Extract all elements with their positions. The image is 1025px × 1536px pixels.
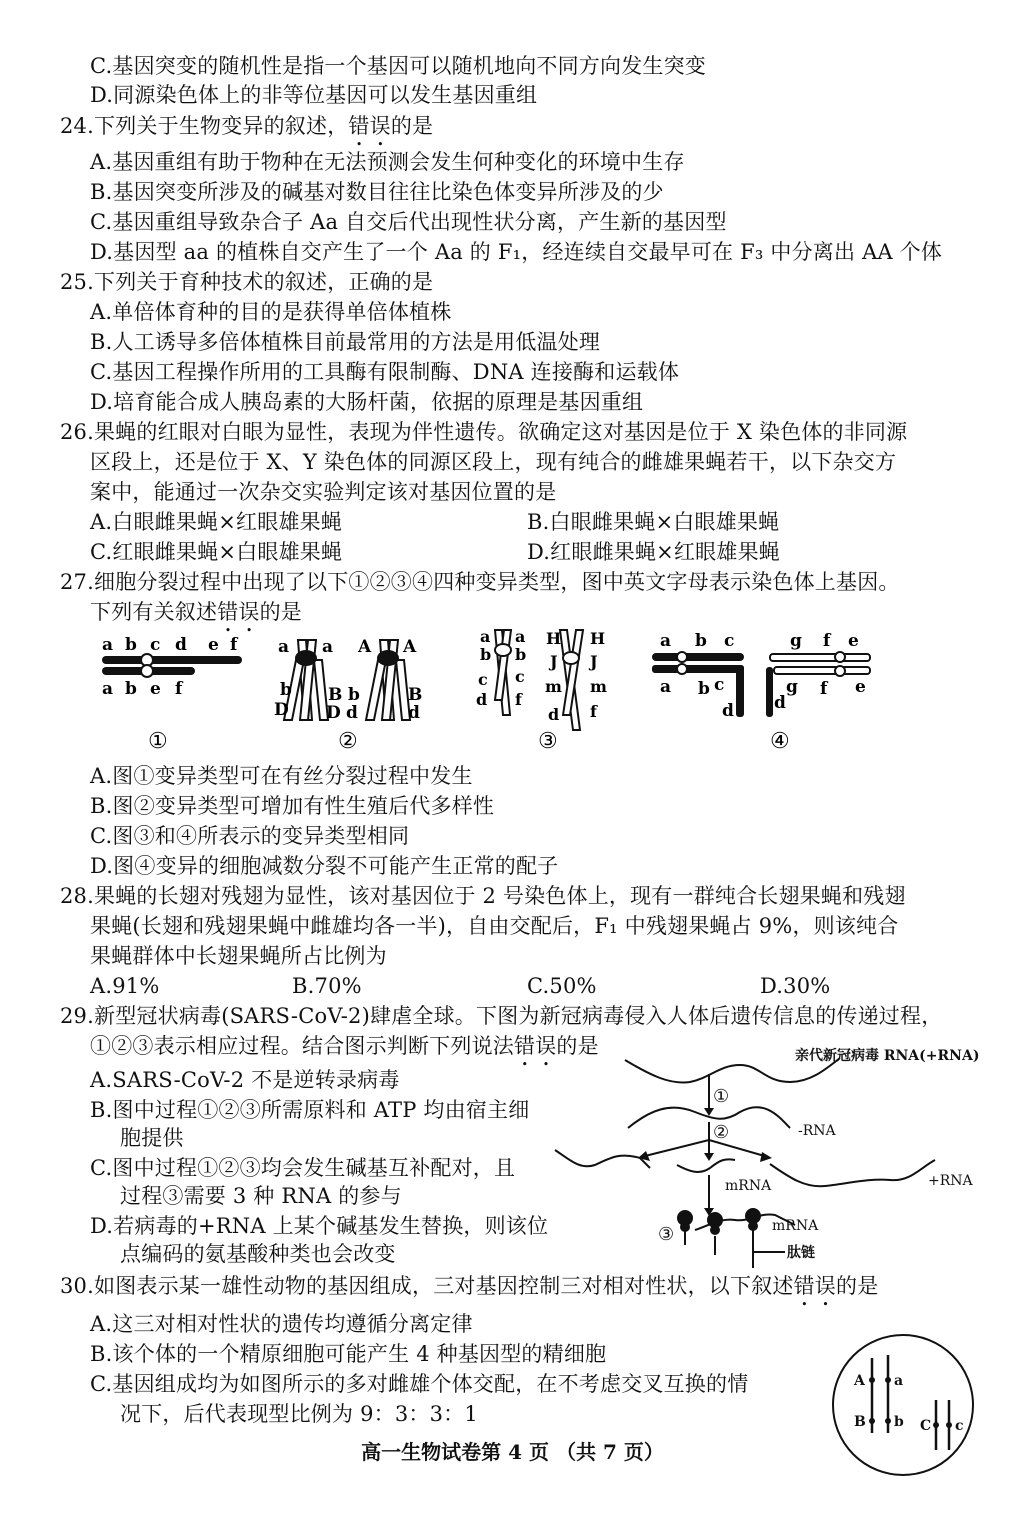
q28-option-c: C.50% <box>527 974 597 998</box>
svg-text:B: B <box>408 685 423 705</box>
q30-option-c: C.基因组成均为如图所示的多对雌雄个体交配，在不考虑交叉互换的情 <box>90 1372 749 1396</box>
svg-text:D: D <box>326 703 341 723</box>
q27-option-b: B.图②变异类型可增加有性生殖后代多样性 <box>90 794 495 818</box>
q29-option-b-cont: 胞提供 <box>120 1126 184 1150</box>
figure-1-deletion <box>102 635 242 754</box>
svg-text:J: J <box>590 652 598 671</box>
q26-stem-line-2: 区段上，还是位于 X、Y 染色体的同源区段上，现有纯合的雌雄果蝇若干，以下杂交方 <box>90 450 897 474</box>
q29-stem-line-2: ①②③表示相应过程。结合图示判断下列说法错误的是 <box>90 1034 599 1058</box>
q26-option-b: B.白眼雌果蝇×白眼雄果蝇 <box>527 510 780 534</box>
gene-label: d <box>175 635 187 655</box>
svg-text:d: d <box>548 705 560 724</box>
svg-text:B: B <box>328 685 343 705</box>
figure-caption: ① <box>148 729 168 754</box>
gene-label: e <box>150 679 161 699</box>
gene-label: A <box>854 1373 865 1389</box>
q28-stem-line-3: 果蝇群体中长翅果蝇所占比例为 <box>90 944 387 968</box>
q26-stem-line-3: 案中，能通过一次杂交实验判定该对基因位置的是 <box>90 480 557 504</box>
step-3-label: ③ <box>658 1224 675 1245</box>
gene-label: c <box>150 635 161 655</box>
gene-label: a <box>894 1373 904 1389</box>
svg-text:f: f <box>820 679 828 699</box>
svg-text:f: f <box>823 631 831 651</box>
q29-option-b: B.图中过程①②③所需原料和 ATP 均由宿主细 <box>90 1098 530 1122</box>
q29-stem-line-1: 29.新型冠状病毒(SARS-CoV-2)肆虐全球。下图为新冠病毒侵入人体后遗传信息的传递过程， <box>60 1004 943 1028</box>
q30-option-b: B.该个体的一个精原细胞可能产生 4 种基因型的精细胞 <box>90 1342 607 1366</box>
figure-2-crossover <box>274 637 422 754</box>
svg-text:a: a <box>278 637 290 657</box>
q25-option-a: A.单倍体育种的目的是获得单倍体植株 <box>90 300 452 324</box>
gene-label: a <box>102 635 114 655</box>
figure-caption: ② <box>338 729 358 754</box>
q24-stem: 24.下列关于生物变异的叙述，错误的是 <box>60 114 434 138</box>
q29-option-c: C.图中过程①②③均会发生碱基互补配对，且 <box>90 1156 516 1180</box>
minus-rna-label: -RNA <box>798 1123 836 1139</box>
q29-option-a: A.SARS-CoV-2 不是逆转录病毒 <box>90 1068 400 1092</box>
svg-text:g: g <box>790 631 802 651</box>
peptide-label: 肽链 <box>787 1245 815 1261</box>
arrow-2-left <box>645 1140 709 1156</box>
svg-text:c: c <box>714 675 725 695</box>
q30-option-a: A.这三对相对性状的遗传均遵循分离定律 <box>90 1312 473 1336</box>
svg-text:f: f <box>590 702 597 721</box>
q29-option-d-cont: 点编码的氨基酸种类也会改变 <box>120 1242 396 1266</box>
svg-text:b: b <box>698 679 710 699</box>
svg-text:b: b <box>480 645 492 664</box>
step-2-label: ② <box>713 1122 730 1143</box>
q26-option-a: A.白眼雌果蝇×红眼雄果蝇 <box>90 510 343 534</box>
q27-option-d: D.图④变异的细胞减数分裂不可能产生正常的配子 <box>90 854 559 878</box>
svg-text:d: d <box>774 693 786 713</box>
q26-stem-line-1: 26.果蝇的红眼对白眼为显性，表现为伴性遗传。欲确定这对基因是位于 X 染色体的非同源 <box>60 420 908 444</box>
gene-label: B <box>854 1414 866 1430</box>
virus-replication-diagram <box>550 1040 990 1270</box>
q25-option-b: B.人工诱导多倍体植株目前最常用的方法是用低温处理 <box>90 330 601 354</box>
q24-option-c: C.基因重组导致杂合子 Aa 自交后代出现性状分离，产生新的基因型 <box>90 210 727 234</box>
page-footer: 高一生物试卷第 4 页 （共 7 页） <box>361 1440 664 1464</box>
gene-label: b <box>125 679 137 699</box>
figure-caption: ④ <box>770 729 790 754</box>
q30-stem: 30.如图表示某一雄性动物的基因组成，三对基因控制三对相对性状，以下叙述错误的是 <box>60 1274 879 1298</box>
q28-option-b: B.70% <box>292 974 362 998</box>
svg-text:b: b <box>695 631 707 651</box>
svg-text:f: f <box>515 690 522 709</box>
svg-text:a: a <box>660 631 672 651</box>
parent-rna-label: 亲代新冠病毒 RNA(+RNA) <box>795 1048 980 1064</box>
q27-option-c: C.图③和④所表示的变异类型相同 <box>90 824 410 848</box>
chromosome-variation-figure <box>90 620 910 755</box>
svg-text:H: H <box>590 629 606 648</box>
gene-label: f <box>230 635 238 655</box>
mrna-label-2: mRNA <box>772 1218 819 1234</box>
svg-text:H: H <box>546 629 562 648</box>
q28-option-a: A.91% <box>90 974 160 998</box>
q27-stem-line-2: 下列有关叙述错误的是 <box>90 600 303 624</box>
svg-text:a: a <box>515 627 526 646</box>
gene-label: c <box>955 1418 964 1434</box>
q24-option-a: A.基因重组有助于物种在无法预测会发生何种变化的环境中生存 <box>90 150 685 174</box>
svg-text:a: a <box>322 637 334 657</box>
q24-option-b: B.基因突变所涉及的碱基对数目往往比染色体变异所涉及的少 <box>90 180 664 204</box>
q28-option-d: D.30% <box>760 974 831 998</box>
svg-text:m: m <box>545 677 562 696</box>
svg-text:c: c <box>724 631 735 651</box>
q27-stem-line-1: 27.细胞分裂过程中出现了以下①②③④四种变异类型，图中英文字母表示染色体上基因。 <box>60 570 900 594</box>
svg-text:A: A <box>358 637 372 657</box>
svg-text:e: e <box>848 631 859 651</box>
svg-text:d: d <box>346 703 358 723</box>
gene-label: C <box>920 1418 932 1434</box>
gene-label: a <box>102 679 114 699</box>
q26-option-d: D.红眼雌果蝇×红眼雄果蝇 <box>527 540 780 564</box>
svg-text:b: b <box>348 685 360 705</box>
svg-text:d: d <box>408 703 420 723</box>
svg-text:a: a <box>660 677 672 697</box>
q24-option-d: D.基因型 aa 的植株自交产生了一个 Aa 的 F₁，经连续自交最早可在 F₃ 中分离出 AA 个体 <box>90 240 943 264</box>
svg-text:A: A <box>403 637 417 657</box>
svg-text:e: e <box>855 677 866 697</box>
q28-stem-line-1: 28.果蝇的长翅对残翅为显性，该对基因位于 2 号染色体上，现有一群纯合长翅果蝇和残翅 <box>60 884 906 908</box>
svg-text:D: D <box>274 700 289 720</box>
figure-caption: ③ <box>538 729 558 754</box>
figure-3-translocation <box>476 627 607 754</box>
gene-label: b <box>894 1414 904 1430</box>
centromere <box>141 665 153 677</box>
figure-4-reciprocal-translocation <box>652 631 870 754</box>
svg-text:m: m <box>590 677 607 696</box>
q29-option-c-cont: 过程③需要 3 种 RNA 的参与 <box>120 1184 402 1208</box>
q30-option-c-cont: 况下，后代表现型比例为 9：3：3：1 <box>120 1402 478 1426</box>
svg-text:c: c <box>515 667 525 686</box>
q25-option-d: D.培育能合成人胰岛素的大肠杆菌，依据的原理是基因重组 <box>90 390 644 414</box>
q23-option-d: D.同源染色体上的非等位基因可以发生基因重组 <box>90 83 538 107</box>
gene-label: b <box>125 635 137 655</box>
plus-rna-right-strand <box>770 1160 935 1186</box>
cell-genotype-figure <box>828 1330 988 1490</box>
mrna-strand <box>677 1159 735 1172</box>
svg-text:J: J <box>550 652 558 671</box>
plus-rna-left-strand <box>555 1150 650 1168</box>
svg-text:d: d <box>722 701 734 721</box>
q23-option-c: C.基因突变的随机性是指一个基因可以随机地向不同方向发生突变 <box>90 54 707 78</box>
svg-text:b: b <box>280 680 292 700</box>
svg-text:b: b <box>515 645 527 664</box>
plus-rna-label: +RNA <box>928 1173 973 1189</box>
svg-text:d: d <box>476 690 488 709</box>
chromosome-bar <box>102 656 242 664</box>
step-1-label: ① <box>713 1086 730 1107</box>
mrna-label: mRNA <box>725 1178 772 1194</box>
q28-stem-line-2: 果蝇(长翅和残翅果蝇中雌雄均各一半)，自由交配后，F₁ 中残翅果蝇占 9%，则该纯合 <box>90 914 899 938</box>
svg-text:g: g <box>786 677 798 697</box>
svg-text:c: c <box>478 670 488 689</box>
q29-option-d: D.若病毒的+RNA 上某个碱基发生替换，则该位 <box>90 1214 549 1238</box>
q25-stem: 25.下列关于育种技术的叙述，正确的是 <box>60 270 434 294</box>
gene-label: e <box>208 635 219 655</box>
q27-option-a: A.图①变异类型可在有丝分裂过程中发生 <box>90 764 473 788</box>
svg-text:a: a <box>480 627 491 646</box>
q26-option-c: C.红眼雌果蝇×白眼雄果蝇 <box>90 540 343 564</box>
q25-option-c: C.基因工程操作所用的工具酶有限制酶、DNA 连接酶和运载体 <box>90 360 680 384</box>
gene-label: f <box>175 679 183 699</box>
